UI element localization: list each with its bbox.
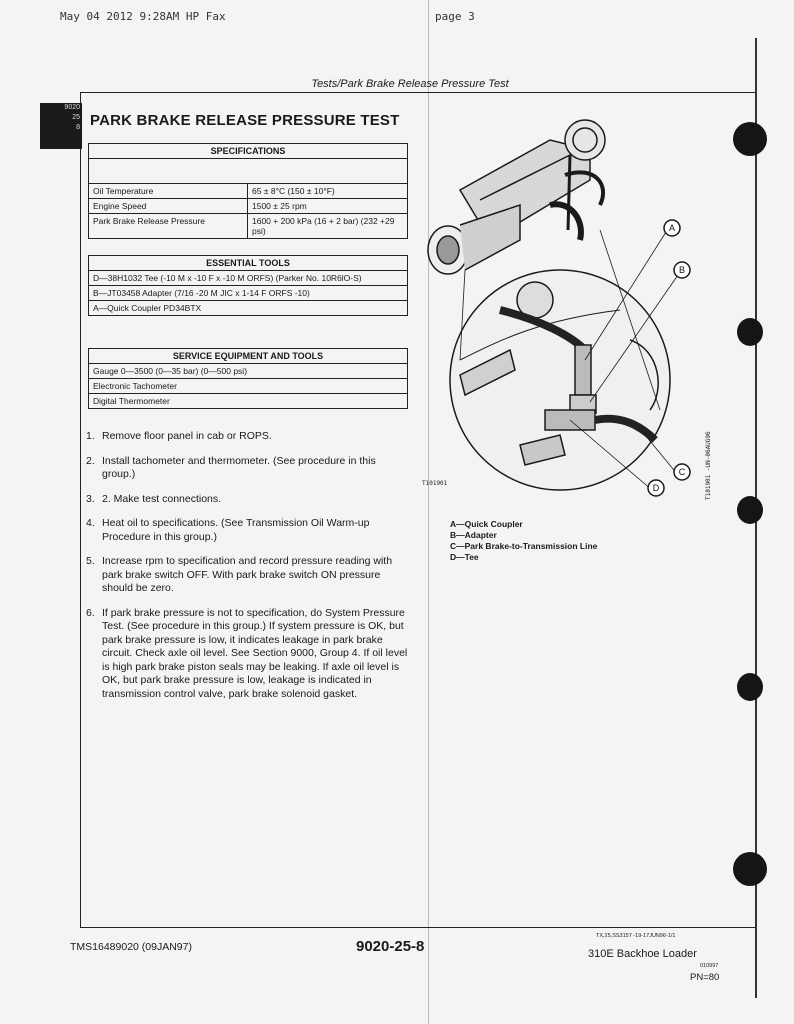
binder-hole [737, 318, 763, 346]
quick-coupler [575, 345, 591, 395]
side-tab-line: 9020 [64, 104, 80, 111]
machine-model: 310E Backhoe Loader [588, 948, 697, 960]
leader-c [645, 435, 678, 475]
step-number: 3. [86, 492, 95, 505]
service-equipment-heading: SERVICE EQUIPMENT AND TOOLS [89, 349, 408, 364]
page-number: 9020-25-8 [356, 938, 425, 955]
running-head: Tests/Park Brake Release Pressure Test [311, 78, 509, 90]
procedure-step [86, 555, 408, 596]
equipment-row: Gauge 0—3500 (0—35 bar) (0—500 psi) [89, 364, 408, 379]
binder-hole [737, 496, 763, 524]
tool-row: D—38H1032 Tee (-10 M x -10 F x -10 M ORFS) (Parker No. 10R6lO-S) [89, 271, 408, 286]
side-tab [40, 103, 82, 149]
procedure-step [86, 607, 408, 702]
step-number: 1. [86, 430, 95, 442]
procedure-step [86, 455, 408, 482]
spec-value: 65 ± 8°C (150 ± 10°F) [248, 184, 408, 199]
housing-side [460, 205, 520, 270]
date-code: 010997 [700, 963, 719, 969]
spec-label: Park Brake Release Pressure [89, 214, 248, 239]
equipment-row: Digital Thermometer [89, 394, 408, 409]
step-text: Remove floor panel in cab or ROPS. [102, 430, 272, 442]
procedure-step [86, 517, 408, 544]
callout-d: D [652, 483, 660, 493]
legend-item: C—Park Brake-to-Transmission Line [450, 541, 598, 551]
image-code-left: T101901 [422, 480, 448, 487]
step-number: 5. [86, 555, 95, 567]
frame-bottom-rule [80, 927, 755, 928]
spec-value: 1600 + 200 kPa (16 + 2 bar) (232 +29 psi) [248, 214, 408, 239]
tool-row: A—Quick Coupler PD34BTX [89, 301, 408, 316]
figure-legend [450, 519, 597, 563]
legend-item: A—Quick Coupler [450, 519, 523, 529]
housing-port-inner [437, 236, 459, 264]
tool-row: B—JT03458 Adapter (7/16 -20 M JIC x 1-14 F ORFS -10) [89, 286, 408, 301]
gauge-hose [568, 155, 570, 230]
equipment-row: Electronic Tachometer [89, 379, 408, 394]
callout-b: B [678, 265, 686, 275]
essential-tools-heading: ESSENTIAL TOOLS [89, 256, 408, 271]
step-number: 2. [86, 454, 95, 467]
spec-label: Engine Speed [89, 199, 248, 214]
spec-value: 1500 ± 25 rpm [248, 199, 408, 214]
binder-hole [733, 852, 767, 886]
specifications-table [88, 143, 408, 239]
frame-top-rule [80, 92, 755, 93]
side-tab-line: 25 [72, 114, 80, 121]
essential-tools-table [88, 255, 408, 316]
specifications-heading: SPECIFICATIONS [89, 144, 408, 159]
fax-header-left: May 04 2012 9:28AM HP Fax [60, 10, 226, 23]
service-equipment-table [88, 348, 408, 409]
step-text: Install tachometer and thermometer. (See procedure in this group.) [102, 454, 376, 480]
callout-c: C [678, 467, 686, 477]
step-text: Heat oil to specifications. (See Transmission Oil Warm-up Procedure in this group.) [102, 517, 370, 543]
binder-hole [733, 122, 767, 156]
fax-header-page: page 3 [435, 10, 475, 23]
binder-hole [737, 673, 763, 701]
tx-code: TX,25,SS3157 -19-17JUN96-1/1 [596, 933, 676, 939]
step-text: 2. Make test connections. [102, 492, 222, 505]
upper-hose [550, 204, 581, 240]
pn-number: PN=80 [690, 972, 720, 983]
doc-number: TMS16489020 (09JAN97) [70, 941, 192, 953]
step-text: If park brake pressure is not to specification, do System Pressure Test. (See procedure in this group.) If system pressure is OK, but park brake pressure is low, it indicates leakage in park brake circuit. Check axle oil level. See Section 9000, Group 4. If oil level is high park brake piston seals may be leaking. If axle oil level is OK, but park brake pressure is low, leakage is indicated in transmission control valve, park brake solenoid gasket. [102, 606, 408, 700]
image-code-right: T101901 -UN-06AUG96 [705, 431, 712, 500]
procedure-step [86, 493, 408, 507]
legend-item: D—Tee [450, 552, 479, 562]
legend-item: B—Adapter [450, 530, 497, 540]
step-number: 6. [86, 606, 95, 619]
step-number: 4. [86, 517, 95, 529]
callout-a: A [668, 223, 676, 233]
procedure-steps [86, 430, 408, 712]
step-text: Increase rpm to specification and record pressure reading with park brake switch OFF. With park brake switch ON pressure should be zero. [102, 555, 393, 594]
pressure-gauge [565, 120, 605, 160]
side-tab-line: 8 [76, 124, 80, 131]
spec-label: Oil Temperature [89, 184, 248, 199]
spacer-row [89, 159, 408, 184]
frame-left-rule [80, 92, 81, 927]
page-title: PARK BRAKE RELEASE PRESSURE TEST [90, 112, 400, 129]
park-brake-illustration [420, 110, 720, 500]
procedure-step [86, 430, 408, 444]
